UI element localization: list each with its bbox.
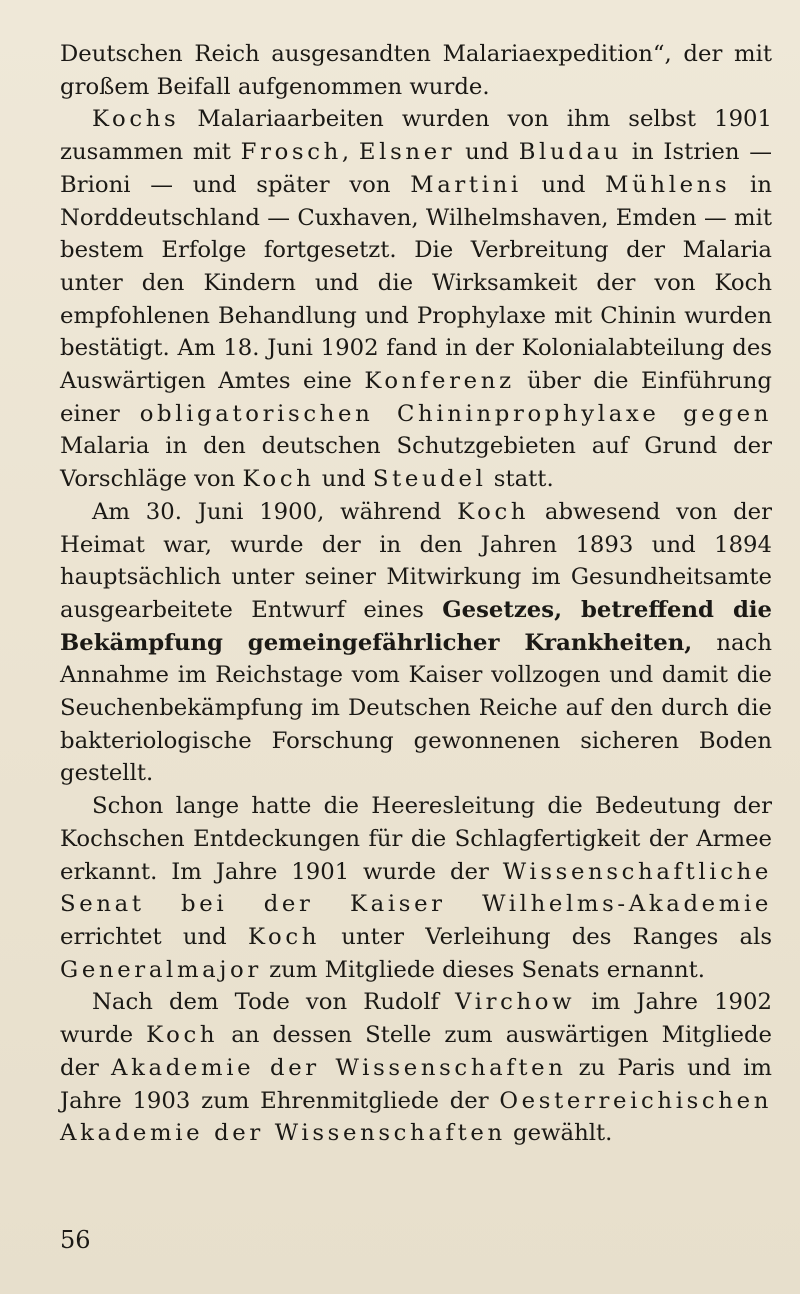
text-segment: Kochs: [92, 106, 180, 133]
text-segment: im Jahre 1902 wurde: [60, 989, 772, 1049]
text-segment: Oesterreichischen Akademie der Wissenschaften: [60, 1087, 772, 1147]
text-segment: Koch: [146, 1022, 219, 1049]
text-segment: unter Verleihung des Ranges als: [320, 923, 772, 950]
page-number: 56: [60, 1226, 91, 1254]
text-segment: Generalmajor: [60, 956, 262, 983]
text-segment: gewählt.: [505, 1120, 613, 1147]
text-segment: Koch: [457, 498, 530, 525]
text-segment: nach Annahme im Reichstage vom Kaiser vollzogen und damit die Seuchenbekämpfung im Deutschen Reiche auf den durch die bakteriologische Forschung gewonnenen sicheren Boden gestellt.: [60, 629, 772, 787]
paragraph-5: [60, 986, 772, 1150]
text-segment: Malaria in den deutschen Schutzgebieten auf Grund der Vorschläge von: [60, 433, 772, 493]
text-segment: Gesetzes, betreffend die Bekämpfung gemeingefährlicher Krankheiten,: [60, 596, 772, 656]
text-segment: an dessen Stelle zum auswärtigen Mitgliede der: [60, 1022, 772, 1081]
text-segment: Koch: [242, 466, 315, 493]
paragraph-2: [60, 103, 772, 495]
text-segment: Elsner: [358, 139, 456, 166]
paragraph-1: [60, 38, 772, 103]
text-segment: obligatorischen Chininprophylaxe gegen: [139, 400, 772, 427]
text-segment: Konferenz: [364, 368, 515, 395]
text-segment: Mühlens: [605, 171, 731, 198]
text-segment: Virchow: [455, 989, 576, 1016]
text-segment: Frosch: [240, 139, 342, 166]
text-segment: in Norddeutschland — Cuxhaven, Wilhelmshaven, Emden — mit bestem Erfolge fortgesetzt. Die Verbreitung der Malaria unter den Kindern und die Wirksamkeit der von Koch empfohlenen Behandlung und Prophylaxe mit Chinin wurden bestätigt. Am 18. Juni 1902 fand in der Kolonialabteilung des Auswärtigen Amtes eine: [60, 171, 772, 395]
text-segment: in Istrien — Brioni — und später von: [60, 139, 772, 198]
text-segment: statt.: [486, 466, 554, 493]
text-segment: Schon lange hatte die Heeresleitung die Bedeutung der Kochschen Entdeckungen für die Schlagfertigkeit der Armee erkannt. Im Jahre 1901 wurde der: [60, 793, 772, 885]
text-segment: Steudel: [372, 466, 487, 493]
text-segment: Martini: [410, 171, 522, 198]
text-segment: ,: [341, 139, 359, 166]
text-segment: und: [314, 466, 373, 493]
text-segment: und: [521, 171, 606, 198]
text-segment: Malariaarbeiten wurden von ihm selbst 1901 zusammen mit: [60, 106, 772, 166]
text-segment: Deutschen Reich ausgesandten Malariaexpedition“, der mit großem Beifall aufgenommen wurde.: [60, 41, 772, 100]
text-segment: Nach dem Tode von Rudolf: [92, 989, 456, 1016]
text-segment: über die Einführung einer: [60, 368, 772, 427]
body-text: [60, 38, 772, 1150]
text-segment: zu Paris und im Jahre 1903 zum Ehrenmitgliede der: [60, 1054, 772, 1114]
text-segment: Akademie der Wissenschaften: [111, 1054, 567, 1081]
paragraph-4: [60, 790, 772, 986]
text-segment: Bludau: [518, 139, 622, 166]
paragraph-3: [60, 496, 772, 790]
text-segment: Am 30. Juni 1900, während: [92, 498, 458, 525]
text-segment: Wissenschaftliche Senat bei der Kaiser Wilhelms-Akademie: [60, 858, 772, 918]
text-segment: und: [455, 139, 519, 166]
text-segment: Koch: [247, 923, 321, 950]
text-segment: abwesend von der Heimat war, wurde der in den Jahren 1893 und 1894 hauptsächlich unter seiner Mitwirkung im Gesundheitsamte ausgearbeitete Entwurf eines: [60, 498, 772, 623]
text-segment: errichtet und: [60, 923, 248, 950]
text-segment: zum Mitgliede dieses Senats ernannt.: [261, 956, 706, 983]
